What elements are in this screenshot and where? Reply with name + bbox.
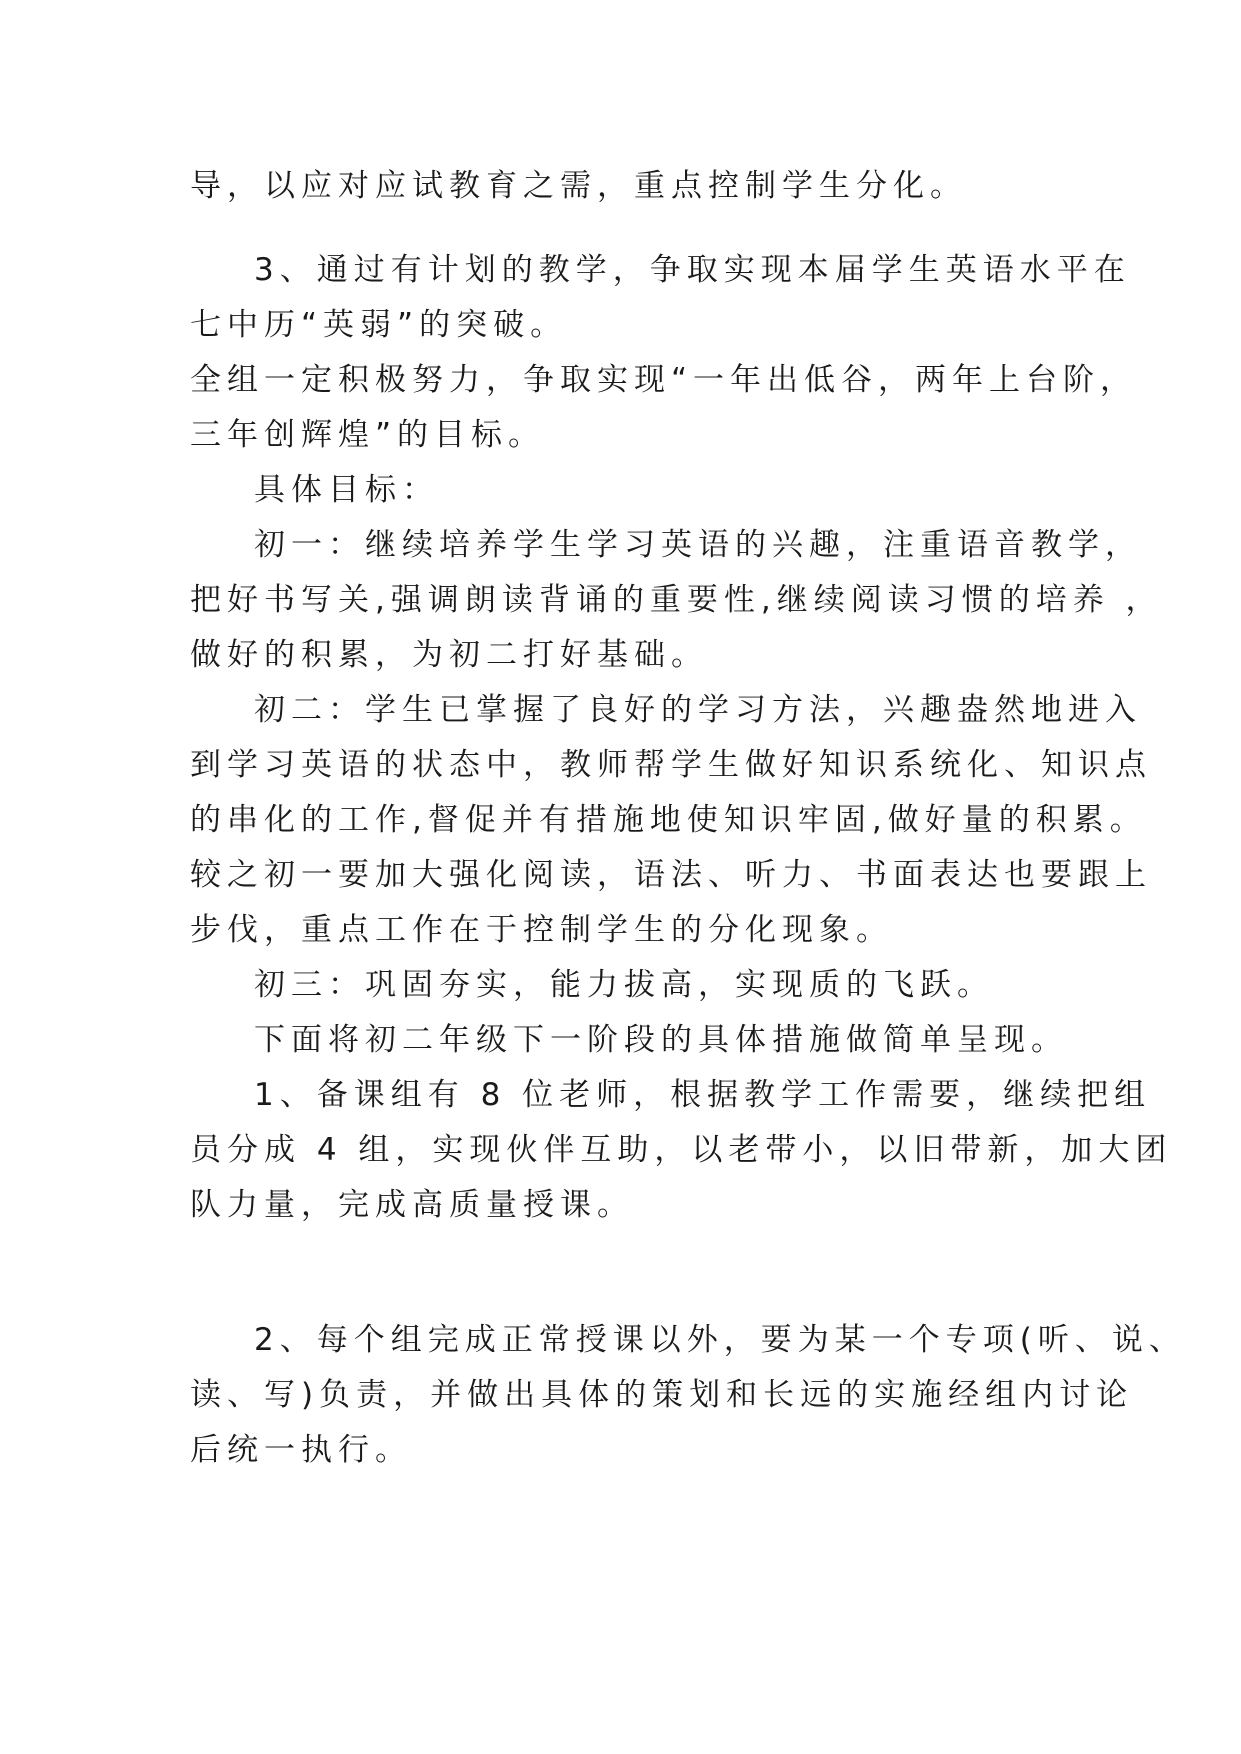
text-line: 员分成 4 组，实现伙伴互助，以老带小，以旧带新，加大团 <box>190 1132 1173 1168</box>
text-line: 队力量，完成高质量授课。 <box>190 1187 634 1223</box>
text-line: 读、写)负责，并做出具体的策划和长远的实施经组内讨论 <box>190 1377 1134 1413</box>
text-line: 较之初一要加大强化阅读，语法、听力、书面表达也要跟上 <box>190 857 1152 893</box>
text-line: 1、备课组有 8 位老师，根据教学工作需要，继续把组 <box>254 1077 1152 1113</box>
text-line: 的串化的工作,督促并有措施地使知识牢固,做好量的积累。 <box>190 802 1147 838</box>
text-line: 3、通过有计划的教学，争取实现本届学生英语水平在 <box>254 252 1131 288</box>
text-line: 导，以应对应试教育之需，重点控制学生分化。 <box>190 168 967 204</box>
text-line: 2、每个组完成正常授课以外，要为某一个专项(听、说、 <box>254 1322 1186 1358</box>
text-line: 到学习英语的状态中，教师帮学生做好知识系统化、知识点 <box>190 747 1152 783</box>
text-line: 初二：学生已掌握了良好的学习方法，兴趣盎然地进入 <box>254 692 1142 728</box>
text-line: 七中历“英弱”的突破。 <box>190 307 568 343</box>
text-line: 初三：巩固夯实，能力拔高，实现质的飞跃。 <box>254 967 994 1003</box>
text-line: 下面将初二年级下一阶段的具体措施做简单呈现。 <box>254 1022 1068 1058</box>
text-line: 具体目标： <box>254 472 439 508</box>
text-line: 全组一定积极努力，争取实现“一年出低谷，两年上台阶， <box>190 362 1138 398</box>
text-line: 后统一执行。 <box>190 1432 412 1468</box>
text-line: 步伐，重点工作在于控制学生的分化现象。 <box>190 912 893 948</box>
text-line: 三年创辉煌”的目标。 <box>190 417 546 453</box>
text-line: 做好的积累，为初二打好基础。 <box>190 637 708 673</box>
text-line: 把好书写关,强调朗读背诵的重要性,继续阅读习惯的培养 ， <box>190 582 1163 618</box>
text-line: 初一：继续培养学生学习英语的兴趣，注重语音教学， <box>254 527 1142 563</box>
